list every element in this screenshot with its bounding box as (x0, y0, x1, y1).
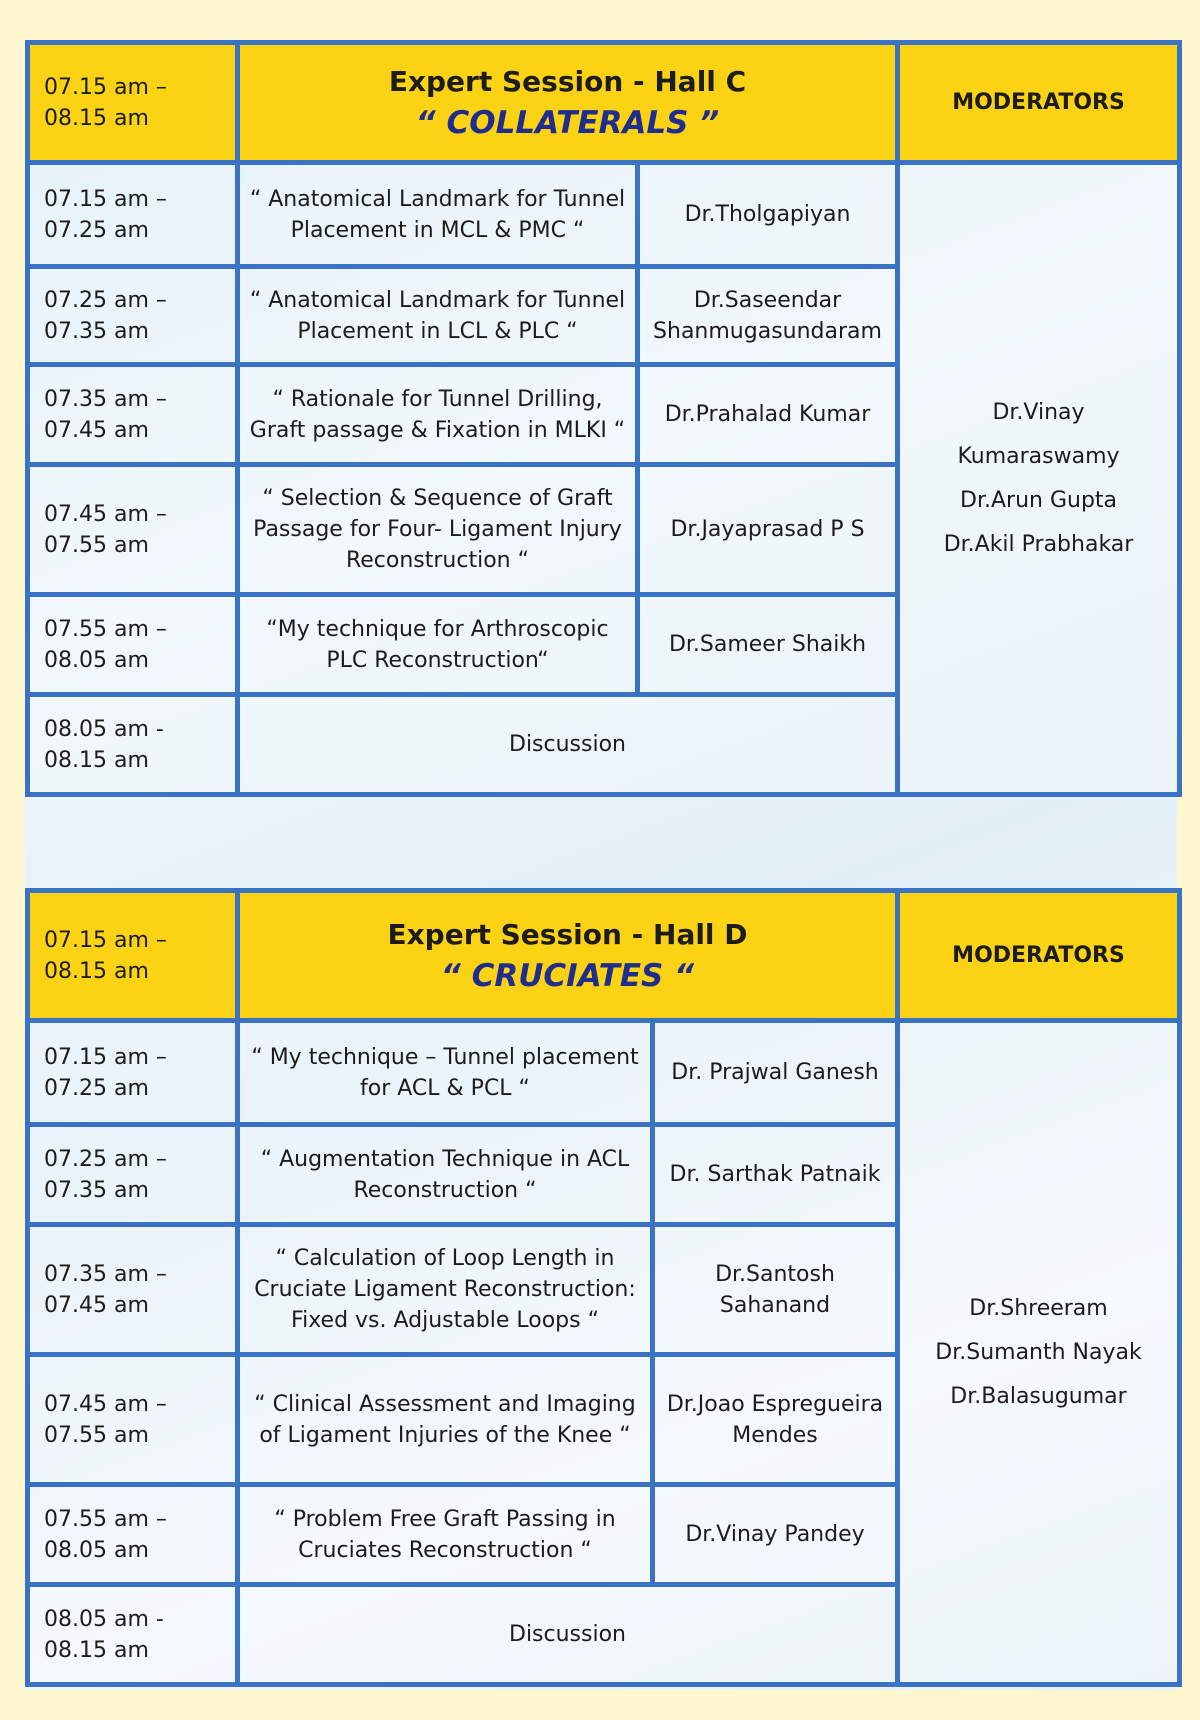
discussion-time: 08.05 am - 08.15 am (28, 1585, 238, 1685)
talk-row (28, 1021, 1180, 1125)
moderator-name: Dr.Balasugumar (950, 1383, 1127, 1409)
session-time: 07.15 am – 08.15 am (28, 43, 238, 163)
session-table-hall-c (25, 40, 1182, 797)
talk-topic: “ Clinical Assessment and Imaging of Ligament Injuries of the Knee “ (238, 1355, 653, 1485)
talk-time: 07.15 am – 07.25 am (28, 163, 238, 267)
talk-time: 07.55 am – 08.05 am (28, 1485, 238, 1585)
talk-speaker: Dr.Sameer Shaikh (638, 595, 898, 695)
session-header-row (28, 891, 1180, 1021)
session-subtitle: “ COLLATERALS ” (415, 104, 720, 141)
session-title: Expert Session - Hall D (387, 917, 748, 951)
talk-speaker: Dr.Vinay Pandey (653, 1485, 898, 1585)
moderator-name: Kumaraswamy (957, 443, 1120, 469)
talk-time: 07.55 am – 08.05 am (28, 595, 238, 695)
talk-topic: “My technique for Arthroscopic PLC Reconstruction“ (238, 595, 638, 695)
talk-speaker: Dr. Prajwal Ganesh (653, 1021, 898, 1125)
moderators-heading: MODERATORS (898, 43, 1180, 163)
moderators-cell (898, 1021, 1180, 1685)
moderator-name: Dr.Sumanth Nayak (935, 1339, 1142, 1365)
talk-topic: “ Calculation of Loop Length in Cruciate Ligament Reconstruction: Fixed vs. Adjustable Loops “ (238, 1225, 653, 1355)
talk-speaker: Dr.Joao Espregueira Mendes (653, 1355, 898, 1485)
talk-topic: “ Anatomical Landmark for Tunnel Placement in LCL & PLC “ (238, 267, 638, 365)
talk-time: 07.45 am – 07.55 am (28, 1355, 238, 1485)
talk-time: 07.35 am – 07.45 am (28, 365, 238, 465)
talk-time: 07.25 am – 07.35 am (28, 1125, 238, 1225)
moderators-heading: MODERATORS (898, 891, 1180, 1021)
talk-row (28, 163, 1180, 267)
talk-topic: “ My technique – Tunnel placement for ACL & PCL “ (238, 1021, 653, 1125)
session-subtitle: “ CRUCIATES “ (440, 957, 695, 994)
talk-topic: “ Rationale for Tunnel Drilling, Graft passage & Fixation in MLKI “ (238, 365, 638, 465)
session-table-hall-d (25, 888, 1182, 1687)
talk-topic: “ Augmentation Technique in ACL Reconstruction “ (238, 1125, 653, 1225)
talk-topic: “ Selection & Sequence of Graft Passage for Four- Ligament Injury Reconstruction “ (238, 465, 638, 595)
moderator-name: Dr.Akil Prabhakar (943, 531, 1134, 557)
moderator-name: Dr.Vinay (992, 399, 1085, 425)
session-title-cell (238, 891, 898, 1021)
session-header-row (28, 43, 1180, 163)
talk-speaker: Dr.Saseendar Shanmugasundaram (638, 267, 898, 365)
session-title-cell (238, 43, 898, 163)
talk-speaker: Dr. Sarthak Patnaik (653, 1125, 898, 1225)
moderator-name: Dr.Arun Gupta (960, 487, 1118, 513)
session-title: Expert Session - Hall C (388, 64, 747, 98)
discussion-label: Discussion (238, 1585, 898, 1685)
talk-speaker: Dr.Jayaprasad P S (638, 465, 898, 595)
session-time: 07.15 am – 08.15 am (28, 891, 238, 1021)
moderators-cell (898, 163, 1180, 795)
talk-time: 07.35 am – 07.45 am (28, 1225, 238, 1355)
discussion-label: Discussion (238, 695, 898, 795)
talk-time: 07.15 am – 07.25 am (28, 1021, 238, 1125)
talk-speaker: Dr.Santosh Sahanand (653, 1225, 898, 1355)
talk-time: 07.25 am – 07.35 am (28, 267, 238, 365)
discussion-time: 08.05 am - 08.15 am (28, 695, 238, 795)
talk-time: 07.45 am – 07.55 am (28, 465, 238, 595)
talk-speaker: Dr.Tholgapiyan (638, 163, 898, 267)
talk-speaker: Dr.Prahalad Kumar (638, 365, 898, 465)
moderator-name: Dr.Shreeram (969, 1295, 1108, 1321)
talk-topic: “ Anatomical Landmark for Tunnel Placement in MCL & PMC “ (238, 163, 638, 267)
talk-topic: “ Problem Free Graft Passing in Cruciates Reconstruction “ (238, 1485, 653, 1585)
